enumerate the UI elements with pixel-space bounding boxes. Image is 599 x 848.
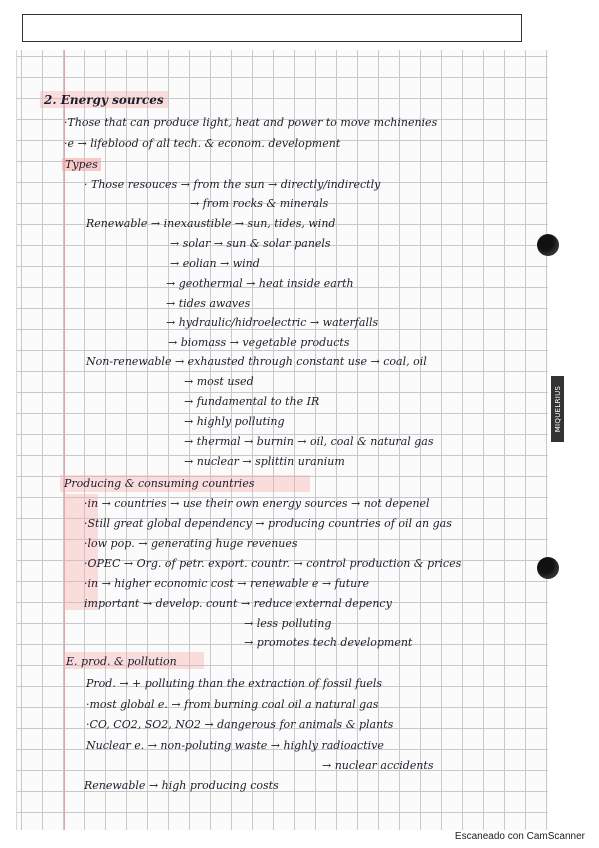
note-line: ·e → lifeblood of all tech. & econom. development	[64, 137, 341, 150]
heading-e-prod-pollution: E. prod. & pollution	[66, 655, 177, 668]
subheading-types: Types	[62, 158, 101, 172]
note-line: Renewable → high producing costs	[84, 779, 279, 792]
note-line: ·OPEC → Org. of petr. export. countr. → control production & prices	[84, 557, 462, 570]
note-line: ·Still great global dependency → producing countries of oil an gas	[84, 517, 452, 530]
binder-hole-bottom	[537, 557, 559, 579]
list-highlight-2	[64, 494, 98, 610]
note-line: ·in → higher economic cost → renewable e → future	[84, 577, 370, 590]
note-line: ·most global e. → from burning coal oil a natural gas	[86, 698, 379, 711]
note-line-renewable: Renewable → inexaustible → sun, tides, wind	[86, 217, 336, 230]
note-line: → from rocks & minerals	[190, 197, 329, 210]
heading-producing-consuming: Producing & consuming countries	[64, 477, 255, 490]
note-line-non-renewable: Non-renewable → exhausted through constant use → coal, oil	[86, 355, 427, 368]
note-line: ·Those that can produce light, heat and power to move mchinenies	[64, 116, 438, 129]
brand-tab	[551, 376, 564, 442]
note-line: Nuclear e. → non-poluting waste → highly radioactive	[86, 739, 384, 752]
note-line: → highly polluting	[184, 415, 285, 428]
note-line: → less polluting	[244, 617, 332, 630]
note-line: → solar → sun & solar panels	[170, 237, 331, 250]
note-line: Prod. → + polluting than the extraction of fossil fuels	[86, 677, 383, 690]
note-line: → eolian → wind	[170, 257, 260, 270]
note-line: → biomass → vegetable products	[168, 336, 350, 349]
brand-tab-label: MIQUELRIUS	[553, 385, 562, 433]
note-line: ·low pop. → generating huge revenues	[84, 537, 298, 550]
note-line: → hydraulic/hidroelectric → waterfalls	[166, 316, 379, 329]
note-line: ·in → countries → use their own energy sources → not depenel	[84, 497, 430, 510]
note-line: important → develop. count → reduce external depency	[84, 597, 392, 610]
note-line: ·CO, CO2, SO2, NO2 → dangerous for animals & plants	[86, 718, 394, 731]
note-line: → nuclear accidents	[322, 759, 434, 772]
note-line: → thermal → burnin → oil, coal & natural gas	[184, 435, 434, 448]
note-line: → nuclear → splittin uranium	[184, 455, 345, 468]
header-box	[22, 14, 522, 42]
note-line: · Those resouces → from the sun → directly/indirectly	[84, 178, 381, 191]
note-line: → most used	[184, 375, 254, 388]
heading-energy-sources: 2. Energy sources	[44, 93, 164, 107]
note-line: → tides awaves	[166, 297, 251, 310]
note-line: → fundamental to the IR	[184, 395, 320, 408]
note-line: → geothermal → heat inside earth	[166, 277, 354, 290]
scanner-watermark: Escaneado con CamScanner	[454, 831, 585, 842]
binder-hole-top	[537, 234, 559, 256]
note-line: → promotes tech development	[244, 636, 413, 649]
